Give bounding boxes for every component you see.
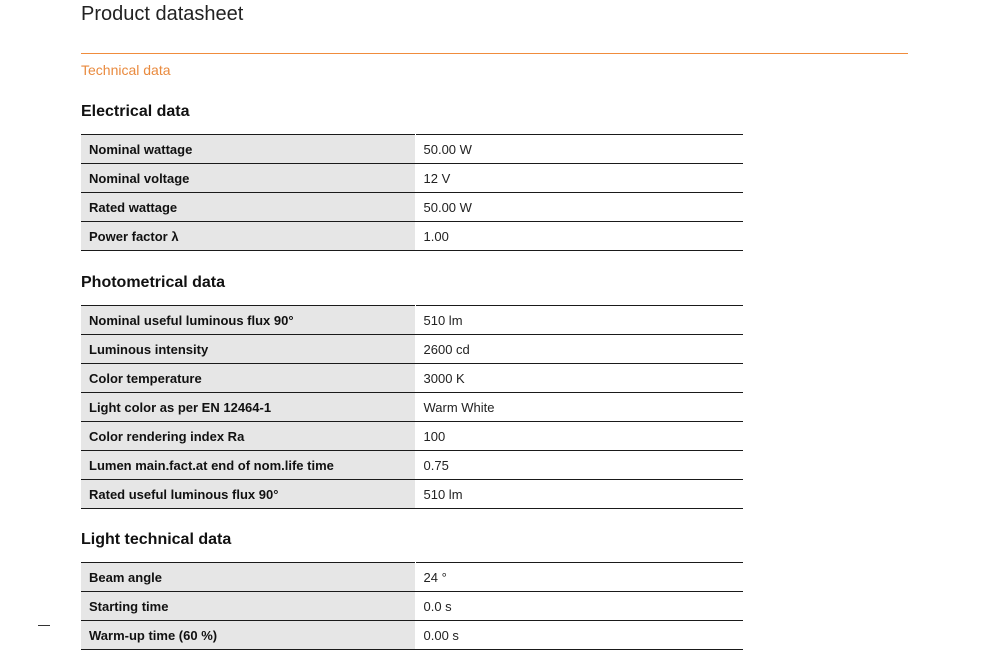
electrical-data-heading: Electrical data [81, 103, 190, 120]
row-value: 2600 cd [415, 335, 743, 364]
table-row [81, 335, 743, 364]
table-row [81, 135, 743, 164]
table-row [81, 393, 743, 422]
row-label: Nominal wattage [81, 135, 415, 164]
row-value: 12 V [415, 164, 743, 193]
row-value: Warm White [415, 393, 743, 422]
row-value: 24 ° [415, 563, 743, 592]
row-label: Power factor λ [81, 222, 415, 251]
table-row [81, 193, 743, 222]
row-label: Starting time [81, 592, 415, 621]
row-label: Nominal voltage [81, 164, 415, 193]
table-row [81, 422, 743, 451]
row-label: Lumen main.fact.at end of nom.life time [81, 451, 415, 480]
row-label: Rated wattage [81, 193, 415, 222]
row-label: Beam angle [81, 563, 415, 592]
row-value: 0.0 s [415, 592, 743, 621]
row-label: Warm-up time (60 %) [81, 621, 415, 650]
row-value: 50.00 W [415, 135, 743, 164]
page-title: Product datasheet [81, 3, 244, 25]
row-value: 0.75 [415, 451, 743, 480]
table-row [81, 164, 743, 193]
row-label: Luminous intensity [81, 335, 415, 364]
row-label: Color rendering index Ra [81, 422, 415, 451]
photometrical-data-heading: Photometrical data [81, 274, 226, 291]
row-value: 100 [415, 422, 743, 451]
electrical-data-table [81, 134, 743, 251]
row-value: 1.00 [415, 222, 743, 251]
row-value: 510 lm [415, 306, 743, 335]
table-row [81, 451, 743, 480]
header-divider [81, 53, 908, 54]
row-value: 510 lm [415, 480, 743, 509]
margin-marker [38, 625, 50, 626]
light-technical-data-heading: Light technical data [81, 531, 232, 548]
table-row [81, 222, 743, 251]
row-label: Light color as per EN 12464-1 [81, 393, 415, 422]
section-label: Technical data [81, 62, 171, 78]
row-value: 50.00 W [415, 193, 743, 222]
table-row [81, 592, 743, 621]
table-row [81, 563, 743, 592]
row-value: 0.00 s [415, 621, 743, 650]
table-row [81, 621, 743, 650]
row-label: Rated useful luminous flux 90° [81, 480, 415, 509]
light-technical-data-table [81, 562, 743, 650]
table-row [81, 306, 743, 335]
row-value: 3000 K [415, 364, 743, 393]
row-label: Nominal useful luminous flux 90° [81, 306, 415, 335]
row-label: Color temperature [81, 364, 415, 393]
table-row [81, 480, 743, 509]
photometrical-data-table [81, 305, 743, 509]
table-row [81, 364, 743, 393]
